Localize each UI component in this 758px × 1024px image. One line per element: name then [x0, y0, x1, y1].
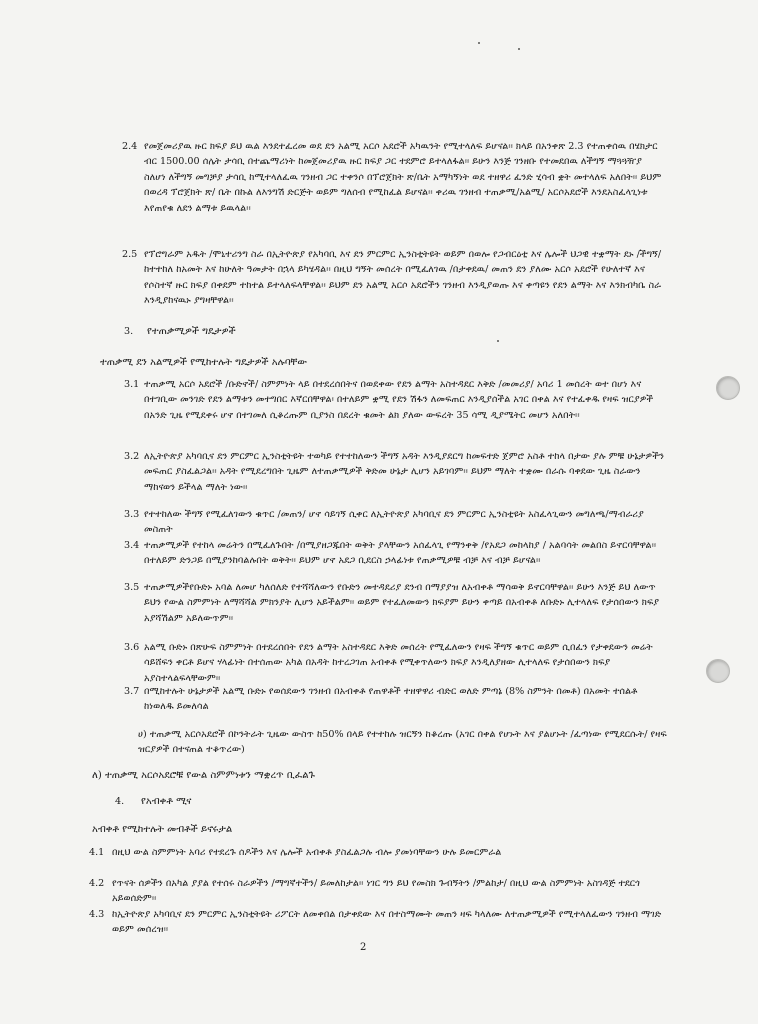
- item-number: 2.5: [122, 249, 138, 260]
- paragraph-4-3: ከኢትዮጵያ አካባቢና ደን ምርምር ኢንስቲትዩት ሪፖርት ለመቀበል በታቀደው እና በተስማሙት መጠን ዛፍ ካላለሙ ለተጠቃሚዎች የሚተላለፈውን ገንዘብ ማገድ ወይም መሰረዝ፡፡: [112, 909, 662, 936]
- paragraph-4-1: በዚህ ውል ስምምነት አባሪ የተደረጉ ሰዶችን እና ሌሎች አብቀቶ ያስፈልጋሉ ብሎ ያመነባቸውን ሁሉ ይመርምራል: [112, 847, 502, 858]
- speck: [497, 340, 499, 342]
- item-number: 3.1: [124, 379, 140, 390]
- punch-hole: [716, 376, 740, 400]
- paragraph-4-2: የጥናት ሰዎችን በአካል ያያል የተሰሩ ስራዎችን /ማግኛተችን/ ይመለከታል፡፡ ነገር ግን ይህ የመስክ ጉብኝትን /ምልከታ/ በዚህ ውል ስምምነት አስገዳጅ ተደርጎ አይወሰድም፡፡: [112, 878, 640, 905]
- item-number: 3.7: [124, 686, 140, 697]
- page-number: 2: [360, 942, 367, 953]
- paragraph-3-6: አልሚ ቡድኑ በጽሁፍ ስምምነት በተደረሰበት የደን ልማት አስተዳደር እቅድ መሰረት የሚፈለውን የዛፍ ችግኝ ቁጥር ወይም ሲበፈን የታቀደውን መሬት ሳይሸፍን ቀርቶ ይሆና ሃላፊነት በተሰጠው አካል በአዳት ከተረጋገጠ አብቀቶ የሚቀጥለውን ክፍያ እንዲለያዘው ሊተላለፍ የታሰበውን ክፍያ አያስተላልፍላቸውም፡፡: [144, 642, 653, 684]
- item-number: 2.4: [122, 141, 138, 152]
- item-number: 4.3: [89, 909, 105, 920]
- item-number: 4.: [115, 796, 125, 807]
- paragraph-3-7: በሚከተሉት ሁኔታዎች አልሚ ቡድኑ የወሰደውን ገንዘብ በአብቀቶ የጠዋቶች ተዘዋዋሪ ብድር ወለድ ምጣኔ (8% ስምንት በመቶ) በአመት ተሰልቶ ከነወለዱ ይመለሳል: [144, 686, 638, 713]
- item-number: 3.2: [124, 451, 140, 462]
- paragraph-3-4: ተጠቃሚዎች የተከላ መሬትን በሚፈለጉበት /በሚያዘጋጁበት ወቅት ያላቸውን አሰፈላጊ የማንቀቅ /የአደጋ መከላከያ / አልባሳት መልበስ ይኖርባቸዋል፡፡ በተለይም ድንጋይ በሚያንከባልሉበት ወቅት፡፡ ይህም ሆኖ አደጋ ቢደርስ ኃላፊነቱ የጠቃሚዎቹ ብቻ እና ብቻ ይሆናል፡፡: [144, 540, 657, 567]
- subclause-le: ለ) ተጠቃሚ አርሶአደሮቹ የውል ስምምነቱን ማቋረጥ ቢፈልጉ: [92, 770, 315, 781]
- paragraph-3-2: ለኢትዮጵያ አካባቢና ደን ምርምር ኢንስቲትዩት ተወካይ የተተከለውን ችግኝ አዳት እንዲያደርግ ከመፍተድ ጀምሮ አስቶ ተከላ በታው ያሉ ምቹ ሁኔታዎችን መፍጠር ያስፈልጋል፡፡ አዳት የሚደረግበት ጊዜም ለተጠቃሚዎች ቅድመ ሁኔታ ሊሆን አይገባም፡፡ ይህም ማለት ተቋሙ በራሱ ባቀደው ጊዜ ስራውን ማከናወን ይችላል ማለት ነው፡፡: [144, 451, 665, 493]
- paragraph-3-5: ተጠቃሚዎችየቡድኑ አባል ለመሆ ካለሰለድ የተሻሻለውን የቡድን መተዳደሪያ ደንብ በማያያዝ ለአብቀቶ ማሳወቅ ይኖርባቸዋል፡፡ ይሁን እንጅ ይህ ለውጥ ይህን የውል ስምምነት ለማሻሻል ምክንያት ሊሆን አይችልም፡፡ ወይም የተፈለመውን ክፍያም ይሁን ቀጣይ በአብቀቶ ለቡድኑ ሊተላለፍ የታሰበውን ክፍያ አያሻሽልም አይለውጥም፡፡: [144, 582, 660, 624]
- speck: [518, 48, 520, 50]
- item-number: 4.2: [89, 878, 105, 889]
- paragraph-3-1: ተጠቃሚ አርሶ አደሮች /ቡድኖች/ ስምምነት ላይ በተደረሰበትና በወደቀው የደን ልማት አስተዳደር እቅድ /መመሪያ/ አባሪ 1 መሰረት ወተ በሆነ እና በተገቢው መንገድ የደን ልማቱን መተግበር እኛርበቸዋል፡ በተለይም ቋሚ የደን ሽፋን ለመፍጠር እንዲያሰችል አገር በቀል እና የተፈቀዱ የዛፍ ዝርያዎች በአንድ ጊዜ የሚደቀሩ ሆኖ በተገመለ ሲቆረጡም ቢያንስ በደረት ቁመት ልክ ያለው ውፍረት 35 ሳሚ ዲያሜትር መሆን አለበት፡፡: [144, 379, 654, 421]
- section-3-title: የተጠቃሚዎች ግዴታዎች: [147, 326, 236, 337]
- subclause-ha: ሀ) ተጠቃሚ አርሶአደሮች በኮንትራት ጊዜው ውስጥ ከ50% በላይ የተተከሉ ዝርኝን ከቆረጡ (አገር በቀል የሆኑት እና ያልሆኑት /ፈጣነው የሚደርሱት/ የዛፍ ዝርያዎች በተናጠል ተቆጥረው): [138, 729, 667, 756]
- item-number: 3.5: [124, 582, 140, 593]
- paragraph-2-5: የፕሮግራም አዱት /ሞኒተሪንግ ስራ በኢትዮጵያ የአካባቢ እና ደን ምርምር ኢንስቲትዩት ወይም በወሎ የጋብርዕቲ እና ሌሎች ህጋዊ ተቋማት ደኑ /ችግኝ/ ከተተከለ ከአመት እና ከሁለት ዓመታት በኋላ ይካሄዳል፡፡ በዚህ ግኝት መሰረት በሚፈለገዉ /በታቀደዉ/ መጠን ደን ያለሙ አርሶ አደሮች የሁለተኛ እና የሶስተኛ ዙር ክፍያ በቀደም ተከተል ይተላለፍላቸዋል፡፡ ይህም ደን አልሚ አርሶ አደሮችን ገንዘብ እንዲያወጡ እና ቀጣዩን የደን ልማት እና እንክብካቤ ስራ እንዲያከናዉኑ ያግዛቸዋል፡፡: [144, 249, 662, 307]
- item-number: 4.1: [89, 847, 105, 858]
- item-number: 3.: [124, 326, 134, 337]
- item-number: 3.6: [124, 642, 140, 653]
- paragraph-3-3: የተተከለው ችግኝ የሚፈለገውን ቁጥር /መጠን/ ሆኖ ሳይገኝ ሲቀር ለኢትዮጵያ አካባቢና ደን ምርምር ኢንስቲዩት አስፈላጊውን መግለጫ/ማብራሪያ መስጠት: [144, 509, 644, 536]
- item-number: 3.4: [124, 540, 140, 551]
- section-3-intro: ተጠቃሚ ደን አልሚዎች የሚከተሉት ግዴታዎች አሉባቸው: [100, 357, 308, 368]
- section-4-intro: አብቀቶ የሚከተሉት መብቶች ይኖሩታል: [92, 824, 233, 835]
- punch-hole: [706, 659, 730, 683]
- item-number: 3.3: [124, 509, 140, 520]
- speck: [478, 42, 480, 44]
- section-4-title: የአብቀቶ ሚና: [141, 796, 192, 807]
- paragraph-2-4: የመጀመሪያዉ ዙር ክፍያ ይህ ዉል እንደተፈረመ ወደ ደን አልሚ አርሶ አደሮች አካዉንት የሚተላለፍ ይሆናል፡፡ ክላይ በአንቀጽ 2.3 የተጠቀሰዉ በሄክታር ብር 1500.00 ሰሌት ታሳቢ በተጨማሪነት ከመጀመሪያዉ ዙር ክፍያ ጋር ተደምሮ ይተላለፋል፡፡ ይሁን እንጅ ገንዘቡ የተመደበዉ ለችግኝ ማጓጓዥያ ስለሆነ ለችግኝ መግቻያ ታሳቢ ከሚተላለፈዉ ገንዘብ ጋር ተቀንሶ በፕሮጀክት ጽ/ቤት አማካኝነት ወደ ተዘዋሪ ፈንድ ሂሳብ ቋት መተላለፍ አለበት፡፡ ይህም በወረዳ ፕሮጀክት ጽ/ ቤት በኩል ለእንግሽ ድርጅት ወይም ግለሰብ የሚከፈል ይሆናል፡፡ ቀሪዉ ገንዘብ ተጠቃሚ/አልሚ/ አርሶአደሮች እንደአስፈላጊነቱ እየጠየቁ ለደን ልማቱ ይዉላል፡፡: [144, 141, 662, 214]
